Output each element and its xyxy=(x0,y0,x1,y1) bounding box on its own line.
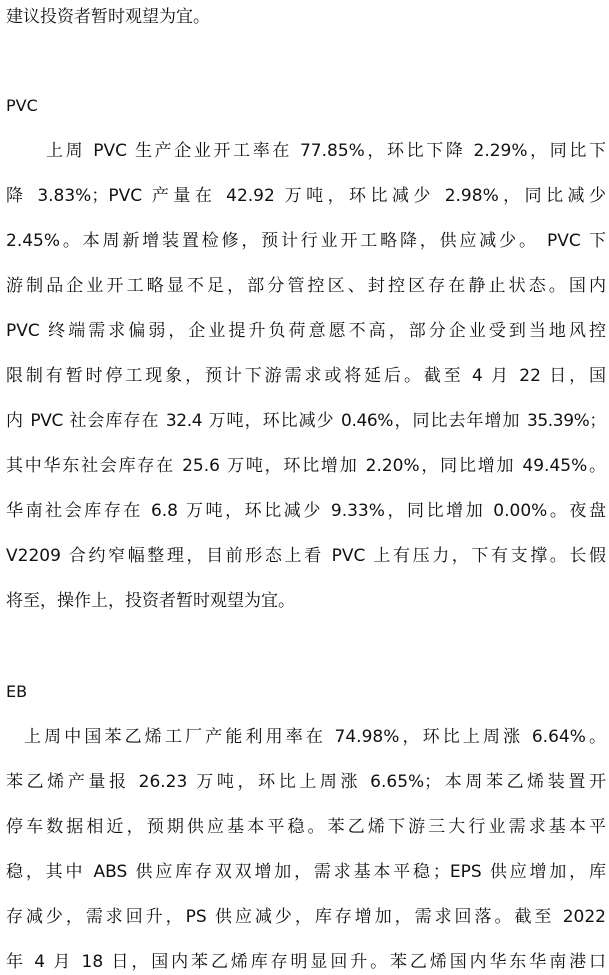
pvc-paragraph-line: 将至，操作上，投资者暂时观望为宜。 xyxy=(6,591,295,611)
pvc-paragraph-line: PVC 终端需求偏弱，企业提升负荷意愿不高，部分企业受到当地风控 xyxy=(6,321,606,341)
pvc-paragraph-line: 上周 PVC 生产企业开工率在 77.85%，环比下降 2.29%，同比下 xyxy=(46,141,606,161)
pvc-paragraph-line: 2.45%。本周新增装置检修，预计行业开工略降，供应减少。 PVC 下 xyxy=(6,231,606,251)
eb-heading: EB xyxy=(6,682,28,701)
pvc-paragraph-line: 降 3.83%；PVC 产量在 42.92 万吨，环比减少 2.98%，同比减少 xyxy=(6,186,606,206)
pvc-paragraph-line: 内 PVC 社会库存在 32.4 万吨，环比减少 0.46%，同比去年增加 35.39%； xyxy=(6,411,606,431)
eb-paragraph-line: 年 4 月 18 日，国内苯乙烯库存明显回升。苯乙烯国内华东华南港口 xyxy=(6,952,606,972)
pvc-paragraph-line: V2209 合约窄幅整理，目前形态上看 PVC 上有压力，下有支撑。长假 xyxy=(6,546,606,566)
eb-paragraph-line: 上周中国苯乙烯工厂产能利用率在 74.98%，环比上周涨 6.64%。 xyxy=(24,727,606,747)
pvc-paragraph-line: 游制品企业开工略显不足，部分管控区、封控区存在静止状态。国内 xyxy=(6,276,606,296)
intro-tail-line: 建议投资者暂时观望为宜。 xyxy=(6,7,210,27)
eb-paragraph-line: 存减少，需求回升，PS 供应减少，库存增加，需求回落。截至 2022 xyxy=(6,907,606,927)
pvc-paragraph-line: 华南社会库存在 6.8 万吨，环比减少 9.33%，同比增加 0.00%。夜盘 xyxy=(6,501,606,521)
eb-paragraph-line: 停车数据相近，预期供应基本平稳。苯乙烯下游三大行业需求基本平 xyxy=(6,817,606,837)
pvc-paragraph-line: 限制有暂时停工现象，预计下游需求或将延后。截至 4 月 22 日，国 xyxy=(6,366,606,386)
eb-paragraph-line: 稳，其中 ABS 供应库存双双增加，需求基本平稳；EPS 供应增加，库 xyxy=(6,862,606,882)
pvc-paragraph-line: 其中华东社会库存在 25.6 万吨，环比增加 2.20%，同比增加 49.45%。 xyxy=(6,456,606,476)
eb-paragraph-line: 苯乙烯产量报 26.23 万吨，环比上周涨 6.65%；本周苯乙烯装置开 xyxy=(6,772,606,792)
pvc-heading: PVC xyxy=(6,96,38,115)
